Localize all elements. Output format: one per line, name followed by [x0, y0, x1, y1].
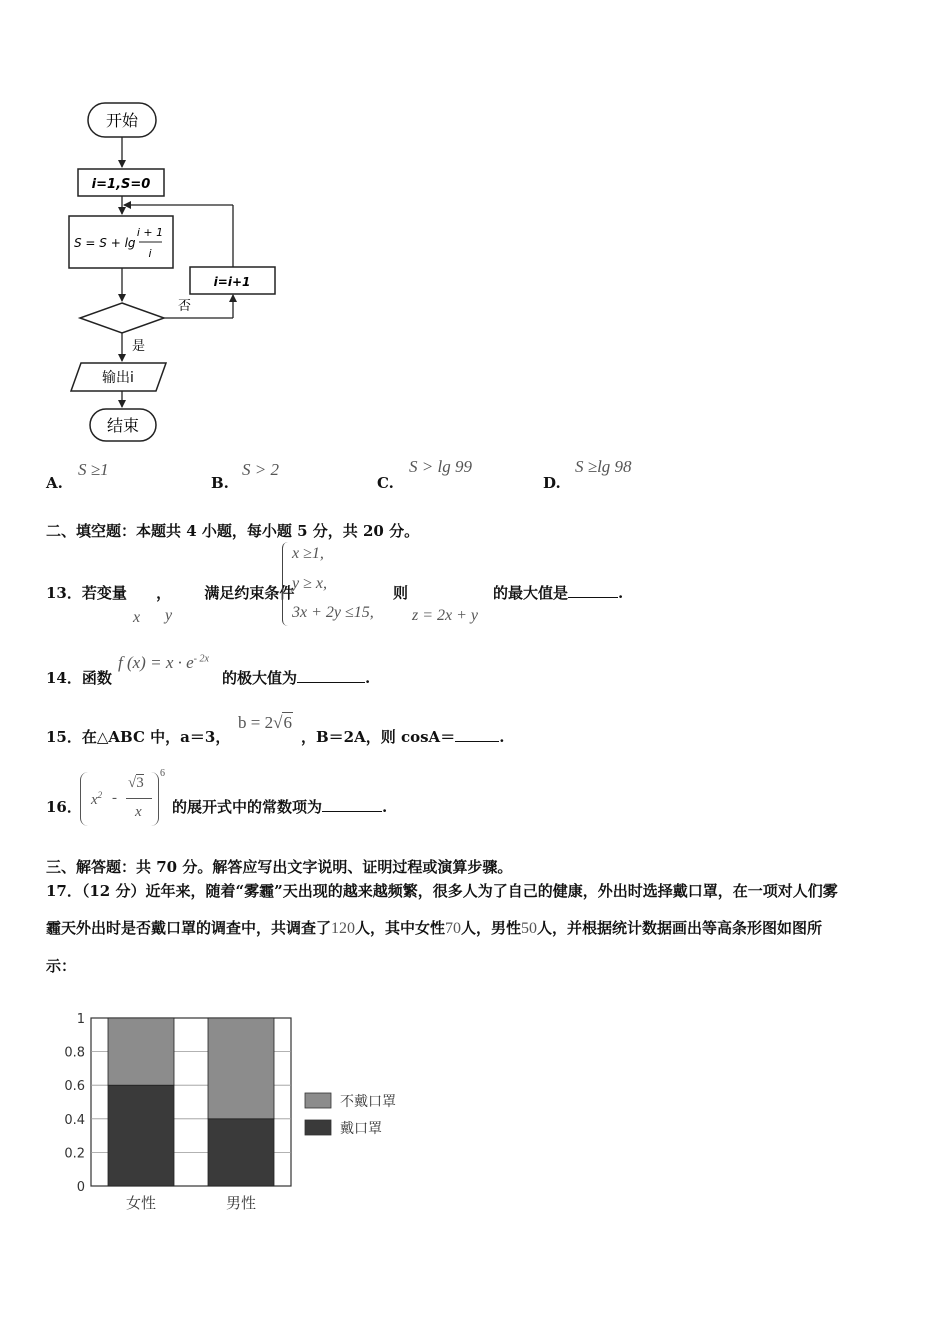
q16-x2: $x^2$ [91, 790, 103, 808]
q15-tail [301, 726, 504, 747]
q17-line2-a: 霾天外出时是否戴口罩的调查中，共调查了 [46, 919, 332, 937]
q14-f-exponent: - 2x [193, 653, 209, 665]
option-d-letter: D. [543, 474, 561, 492]
option-c-expr: S > lg 99 [409, 457, 472, 476]
q15-sqrt-arg: 6 [283, 713, 292, 732]
q13-text3: 的最大值是 [493, 584, 569, 602]
q13-constraint-1: x ≥1, [292, 545, 324, 562]
q14-lead [46, 667, 112, 688]
q13-text2: 满足约束条件 [204, 584, 295, 602]
q13-end: . [618, 584, 624, 602]
y-tick-label: 0.4 [64, 1112, 85, 1128]
q13-constraint-3: 3x + 2y ≤15, [292, 604, 374, 621]
q17-line3: 示： [46, 957, 77, 975]
q13-var-y: y [165, 607, 173, 624]
increment-label: i=i+1 [213, 275, 251, 289]
q14-end: . [365, 669, 371, 687]
q16-text: 的展开式中的常数项为 [172, 798, 323, 816]
legend-label: 戴口罩 [340, 1121, 382, 1137]
q17-line2-b: 人，其中女性 [355, 919, 446, 937]
q15-number: 15． [46, 728, 82, 746]
y-tick-label: 0 [76, 1180, 85, 1195]
q16-minus: - [112, 790, 117, 806]
q14-number: 14． [46, 669, 82, 687]
q16-number: 16． [46, 798, 82, 816]
q13-brace [282, 542, 289, 626]
legend-swatch [305, 1093, 331, 1108]
q16-left-paren [80, 772, 88, 826]
frac-denominator: i [148, 247, 152, 260]
q15-b-expr: b = 2 [238, 713, 274, 732]
end-label: 结束 [106, 416, 140, 435]
q15-text2: ，B＝2A，则 cosA＝ [301, 728, 456, 746]
section2-heading: 二、填空题：本题共 4 小题，每小题 5 分，共 20 分。 [46, 522, 420, 540]
output-label: 输出i [102, 370, 134, 386]
option-b-expr: S > 2 [242, 460, 279, 479]
q13-tail [493, 582, 623, 603]
y-tick-label: 0.6 [64, 1079, 85, 1095]
q15-lead [46, 726, 230, 747]
legend-label: 不戴口罩 [340, 1094, 396, 1110]
q16-right-paren [151, 772, 159, 826]
q13-text1: 若变量 [81, 584, 127, 602]
q16-tail [172, 796, 387, 817]
q16-answer-blank [322, 797, 382, 812]
q13-var-x: x [133, 609, 141, 626]
q17-line1: 17．（12 分）近年来，随着“雾霾”天出现的越来越频繁，很多人为了自己的健康，外出时选择戴口罩，在一项对人们雾 [46, 882, 838, 900]
no-label: 否 [178, 299, 192, 314]
bar-segment [108, 1085, 174, 1186]
flowchart [60, 95, 300, 450]
q17-male: 50 [521, 920, 538, 937]
q14-text2: 的极大值为 [222, 669, 298, 687]
q14-f-expr: f (x) = x · e [118, 653, 194, 672]
option-d-expr: S ≥lg 98 [575, 457, 632, 476]
bar-segment [108, 1018, 174, 1085]
q13-ze: 则 [393, 584, 409, 602]
q16-end: . [382, 798, 388, 816]
start-label: 开始 [105, 111, 139, 130]
option-a-letter: A. [46, 474, 63, 492]
y-tick-label: 0.8 [64, 1045, 85, 1061]
q15-end: . [499, 728, 505, 746]
option-c-letter: C. [377, 474, 394, 492]
option-a-expr: S ≥1 [78, 460, 109, 479]
q15-text1: 在△ABC 中，a＝3， [81, 728, 231, 746]
bar-segment [208, 1119, 274, 1186]
q13-number: 13． [46, 584, 82, 602]
q13-line [46, 582, 294, 603]
q13-constraint-2: y ≥ x, [292, 575, 327, 592]
q16-sqrt: √3 [128, 775, 144, 791]
q16-fraction-bar [126, 798, 152, 799]
x-category-label: 女性 [125, 1194, 157, 1212]
q13-comma: ， [156, 584, 172, 602]
section3-heading: 三、解答题：共 70 分。解答应写出文字说明、证明过程或演算步骤。 [46, 858, 513, 876]
q16-binomial [80, 768, 165, 830]
stacked-bar-chart [55, 1005, 435, 1235]
q14-tail [222, 667, 370, 688]
q17-female: 70 [445, 920, 462, 937]
q15-b-value [238, 713, 293, 733]
y-tick-label: 0.2 [64, 1146, 85, 1162]
q15-answer-blank [455, 727, 499, 742]
decision-diamond [80, 303, 164, 333]
update-prefix: S = S + lg [74, 236, 136, 250]
q17-total: 120 [331, 920, 356, 937]
q13-answer-blank [568, 583, 618, 598]
q17-line2-c: 人，男性 [461, 919, 522, 937]
q14-text1: 函数 [81, 669, 112, 687]
bar-segment [208, 1018, 274, 1119]
q17-line2 [46, 917, 822, 938]
yes-label: 是 [132, 339, 146, 354]
x-category-label: 男性 [225, 1194, 257, 1212]
q13-z-expr: z = 2x + y [412, 607, 479, 624]
y-tick-label: 1 [76, 1012, 85, 1027]
option-b-letter: B. [211, 474, 229, 492]
q17-line2-d: 人，并根据统计数据画出等高条形图如图所 [537, 919, 823, 937]
q14-answer-blank [297, 668, 365, 683]
init-label: i=1,S=0 [91, 177, 151, 192]
legend-swatch [305, 1120, 331, 1135]
frac-numerator: i + 1 [136, 226, 164, 239]
q16-power: 6 [160, 768, 165, 779]
q14-function [118, 653, 209, 673]
q15-sqrt-sign: √ [273, 713, 283, 732]
q16-denominator: x [135, 804, 142, 820]
